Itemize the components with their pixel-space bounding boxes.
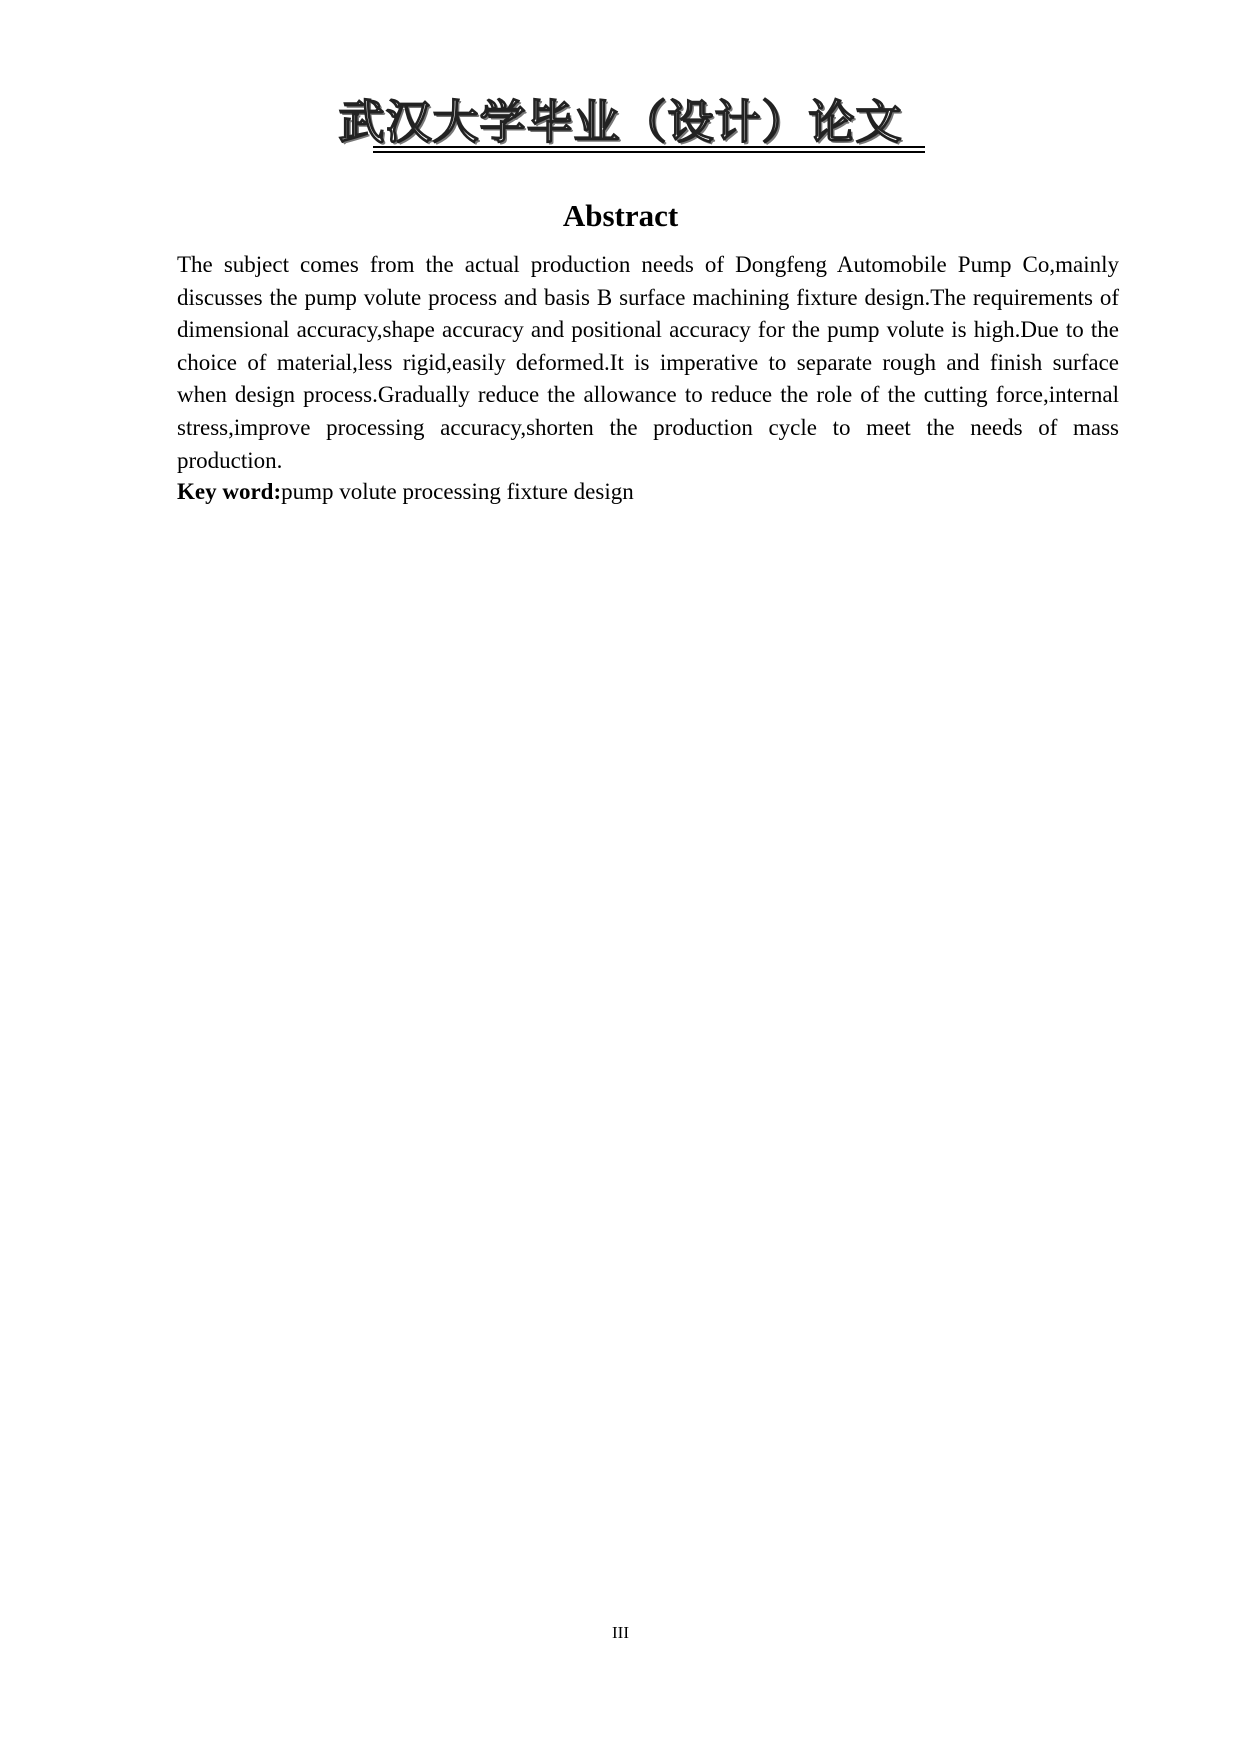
header-double-underline: [373, 146, 925, 153]
keywords-line: [177, 476, 1119, 508]
university-thesis-header: 武汉大学毕业（设计）论文: [338, 95, 903, 149]
keywords-value: pump volute processing fixture design: [281, 479, 634, 504]
abstract-body-text: The subject comes from the actual production needs of Dongfeng Automobile Pump Co,mainly discusses the pump volute process and basis B surface machining fixture design.The requirements of dimensional accuracy,shape accuracy and positional accuracy for the pump volute is high.Due to the choice of material,less rigid,easily deformed.It is imperative to separate rough and finish surface when design process.Gradually reduce the allowance to reduce the role of the cutting force,internal stress,improve processing accuracy,shorten the production cycle to meet the needs of mass production.: [177, 252, 1119, 473]
keywords-label: Key word:: [177, 479, 282, 504]
page-number: III: [612, 1623, 629, 1642]
abstract-heading: Abstract: [562, 198, 679, 233]
